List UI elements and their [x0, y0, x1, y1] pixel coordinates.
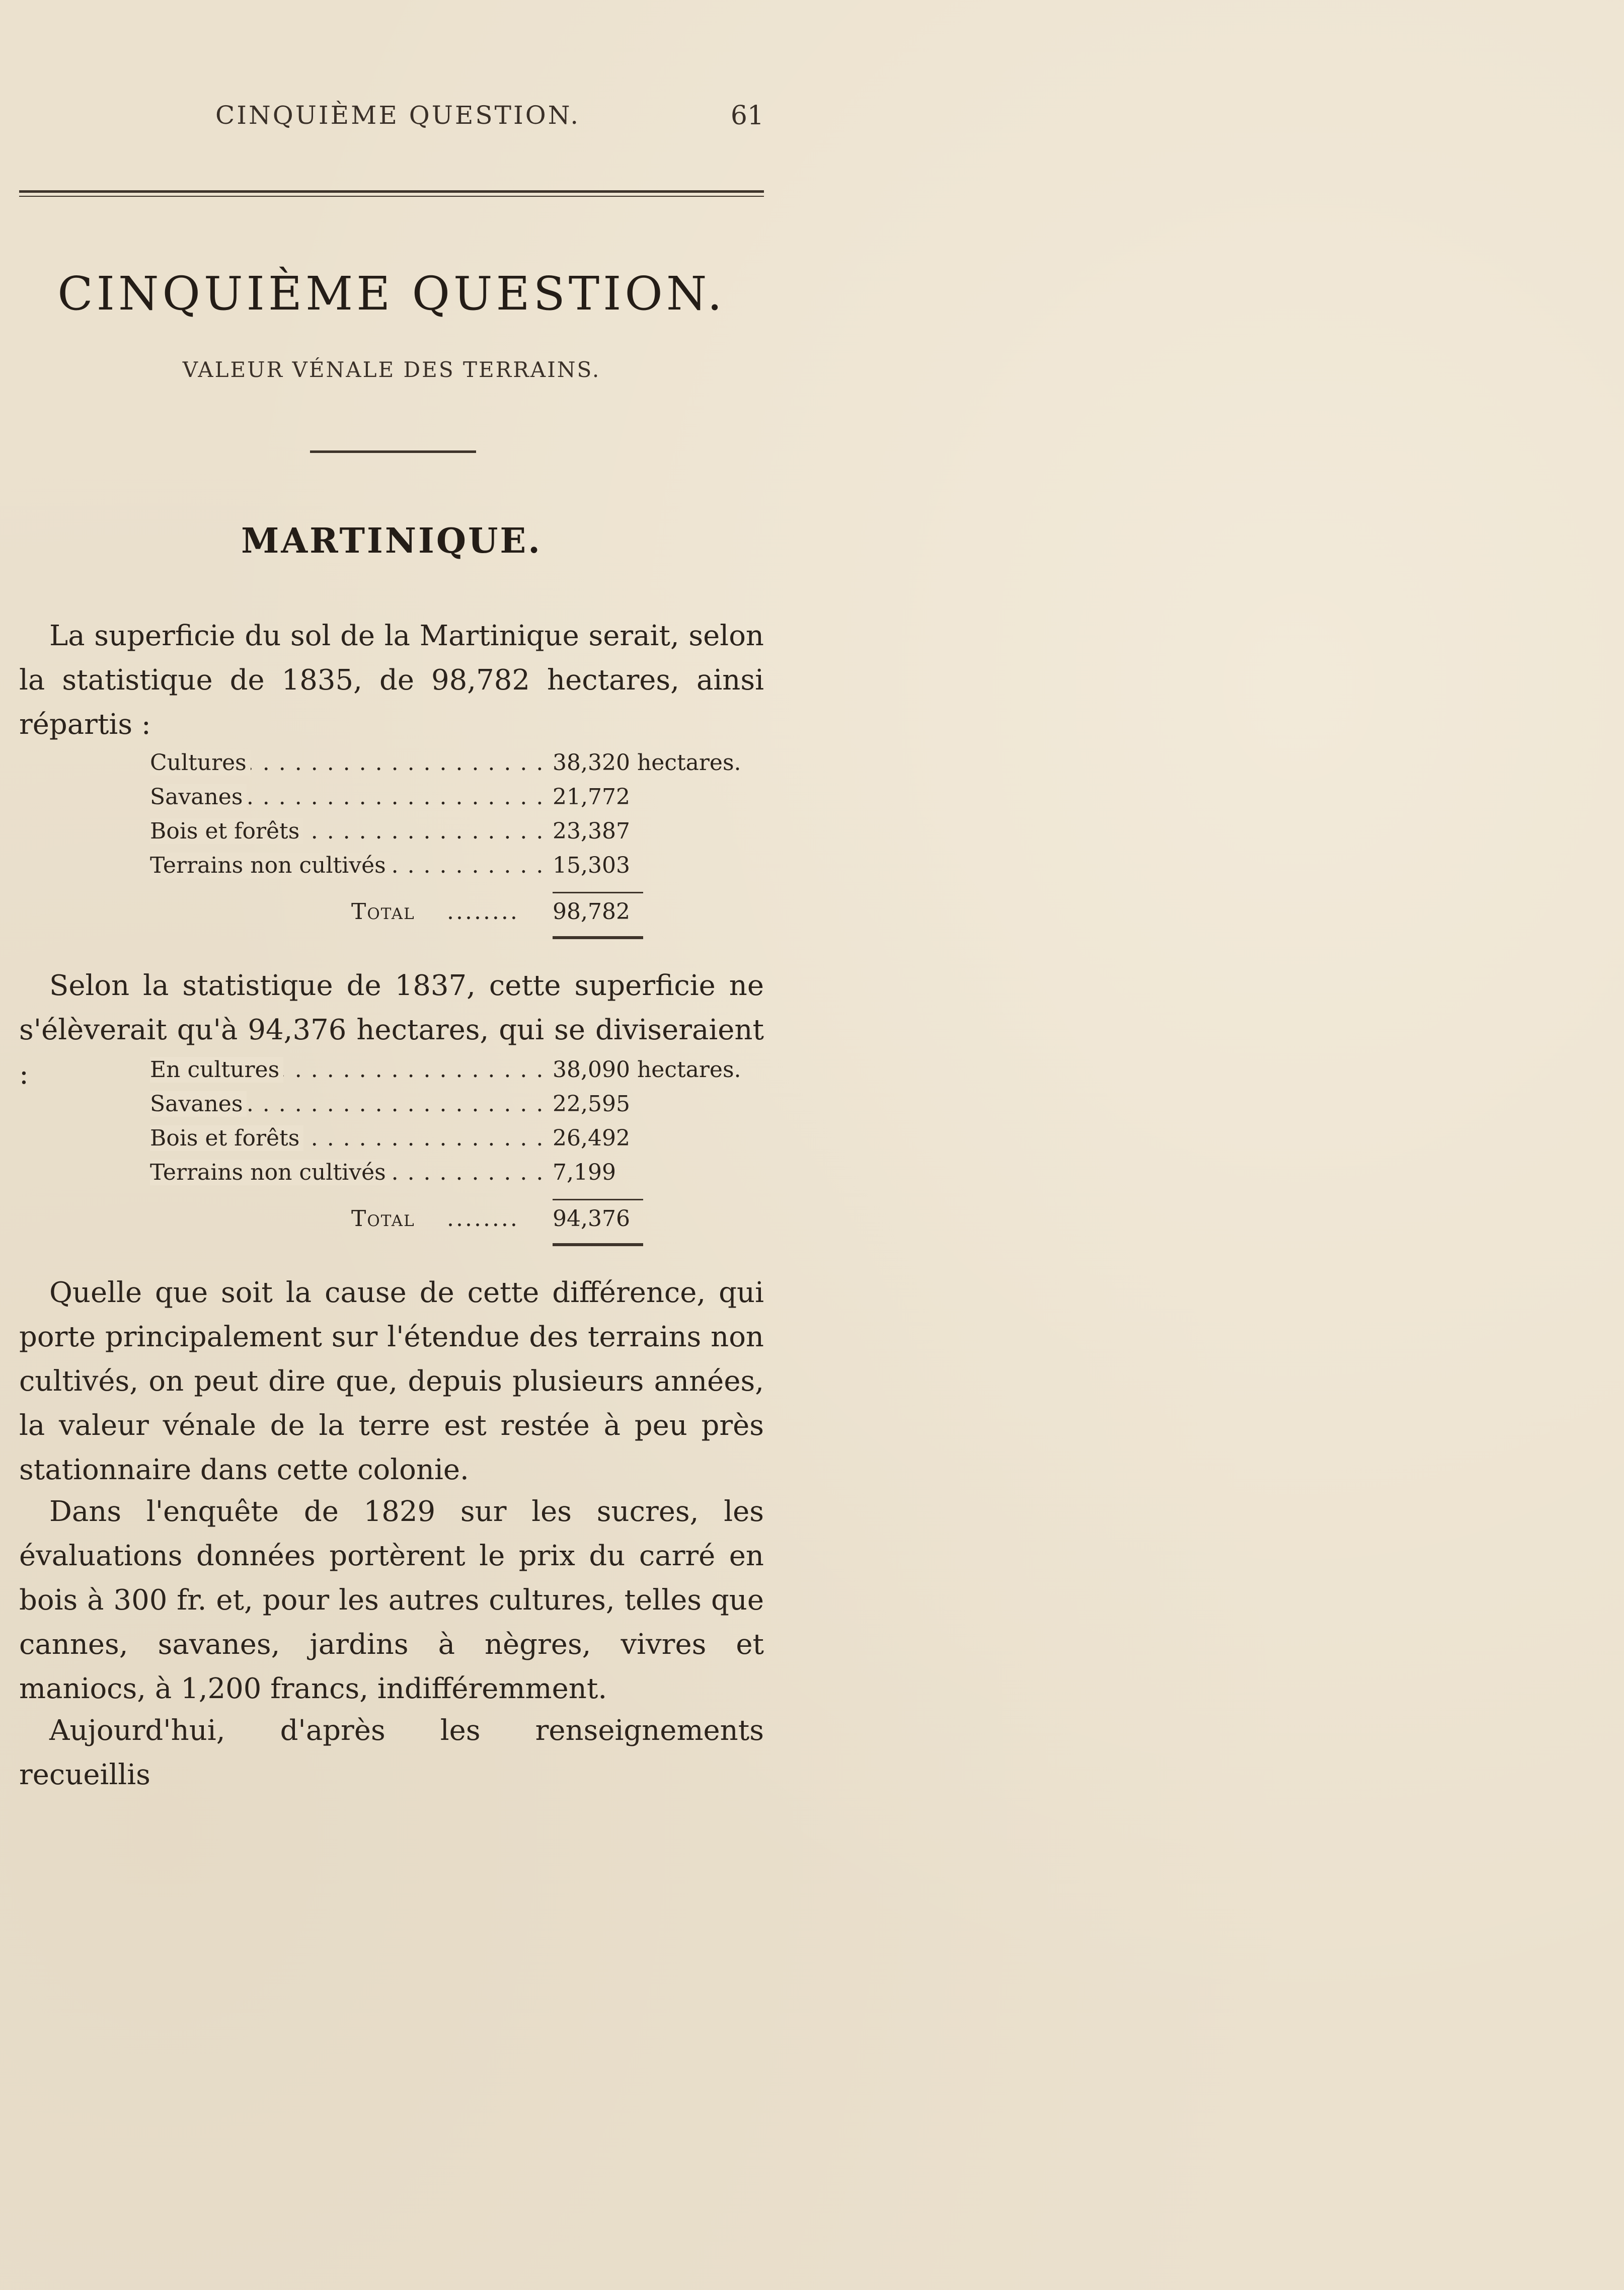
- dot-leader: [150, 784, 543, 810]
- end-rule: [150, 1241, 754, 1251]
- paragraph-text: Selon la statistique de 1837, cette superficie ne s'élèverait qu'à 94,376 hectares, qui se diviseraient :: [19, 969, 764, 1091]
- land-table-1835: [150, 750, 754, 944]
- row-value: 21,772: [553, 784, 630, 810]
- dot-leader: [150, 1057, 543, 1083]
- dot-leader: [150, 750, 543, 776]
- row-value: 23,387: [553, 818, 630, 844]
- running-head: [19, 101, 764, 131]
- table-row: [150, 750, 754, 784]
- dot-leader: [150, 1160, 543, 1185]
- table-row: [150, 1057, 754, 1091]
- row-label: En cultures: [150, 1057, 283, 1083]
- row-value: 15,303: [553, 853, 630, 878]
- row-label: Bois et forêts: [150, 1125, 303, 1151]
- page-number: 61: [730, 101, 764, 131]
- table-row: [150, 784, 754, 818]
- chapter-title: CINQUIÈME QUESTION.: [57, 267, 726, 321]
- sum-rule: [150, 887, 754, 899]
- row-value: 22,595: [553, 1091, 630, 1117]
- dot-leader: ........: [447, 899, 519, 925]
- row-value: 7,199: [553, 1160, 616, 1185]
- paragraph-text: Dans l'enquête de 1829 sur les sucres, les évaluations données portèrent le prix du carré en bois à 300 fr. et, pour les autres cultures, telles que cannes, savanes, jardins à nègres, vivres et maniocs, à 1,200 francs, indifféremment.: [19, 1495, 764, 1705]
- thick-rule-line: [19, 190, 764, 193]
- dot-leader: ........: [447, 1206, 519, 1232]
- table-row: [150, 1125, 754, 1160]
- total-label: Total: [351, 1206, 415, 1232]
- total-label: Total: [351, 899, 415, 925]
- dot-leader: [150, 853, 543, 878]
- table-total-row: [150, 1206, 754, 1241]
- paragraph-text: Quelle que soit la cause de cette différence, qui porte principalement sur l'étendue des terrains non cultivés, on peut dire que, depuis plusieurs années, la valeur vénale de la terre est restée à peu près stationnaire dans cette colonie.: [19, 1276, 764, 1486]
- row-label: Bois et forêts: [150, 818, 303, 844]
- running-head-title: CINQUIÈME QUESTION.: [215, 101, 581, 130]
- row-value: 26,492: [553, 1125, 630, 1151]
- double-rule-divider: [19, 190, 764, 198]
- row-label: Cultures: [150, 750, 251, 776]
- paragraph-difference: [19, 1271, 764, 1492]
- table-row: [150, 853, 754, 887]
- total-value: 98,782: [553, 899, 630, 925]
- row-label: Savanes: [150, 784, 247, 810]
- paragraph-aujourdhui: [19, 1709, 764, 1797]
- paragraph-enquete-1829: [19, 1490, 764, 1711]
- paragraph-text: Aujourd'hui, d'après les renseignements recueillis: [19, 1714, 764, 1791]
- land-table-1837: [150, 1057, 754, 1251]
- paragraph-text: La superficie du sol de la Martinique serait, selon la statistique de 1835, de 98,782 hectares, ainsi répartis :: [19, 620, 764, 741]
- row-label: Terrains non cultivés: [150, 1160, 390, 1185]
- total-value: 94,376: [553, 1206, 630, 1232]
- table-row: [150, 1160, 754, 1194]
- row-value: 38,090 hectares.: [553, 1057, 741, 1083]
- thin-rule-line: [19, 196, 764, 197]
- table-row: [150, 1091, 754, 1125]
- row-label: Savanes: [150, 1091, 247, 1117]
- book-page: [19, 0, 764, 2290]
- table-total-row: [150, 899, 754, 934]
- paragraph-intro-1835: [19, 614, 764, 747]
- dot-leader: [150, 1125, 543, 1151]
- section-title: MARTINIQUE.: [241, 521, 542, 561]
- table-row: [150, 818, 754, 853]
- chapter-subtitle: VALEUR VÉNALE DES TERRAINS.: [182, 357, 601, 382]
- dot-leader: [150, 1091, 543, 1117]
- sum-rule: [150, 1194, 754, 1206]
- row-value: 38,320 hectares.: [553, 750, 741, 776]
- short-rule-divider: [310, 450, 476, 453]
- dot-leader: [150, 818, 543, 844]
- row-label: Terrains non cultivés: [150, 853, 390, 878]
- end-rule: [150, 934, 754, 944]
